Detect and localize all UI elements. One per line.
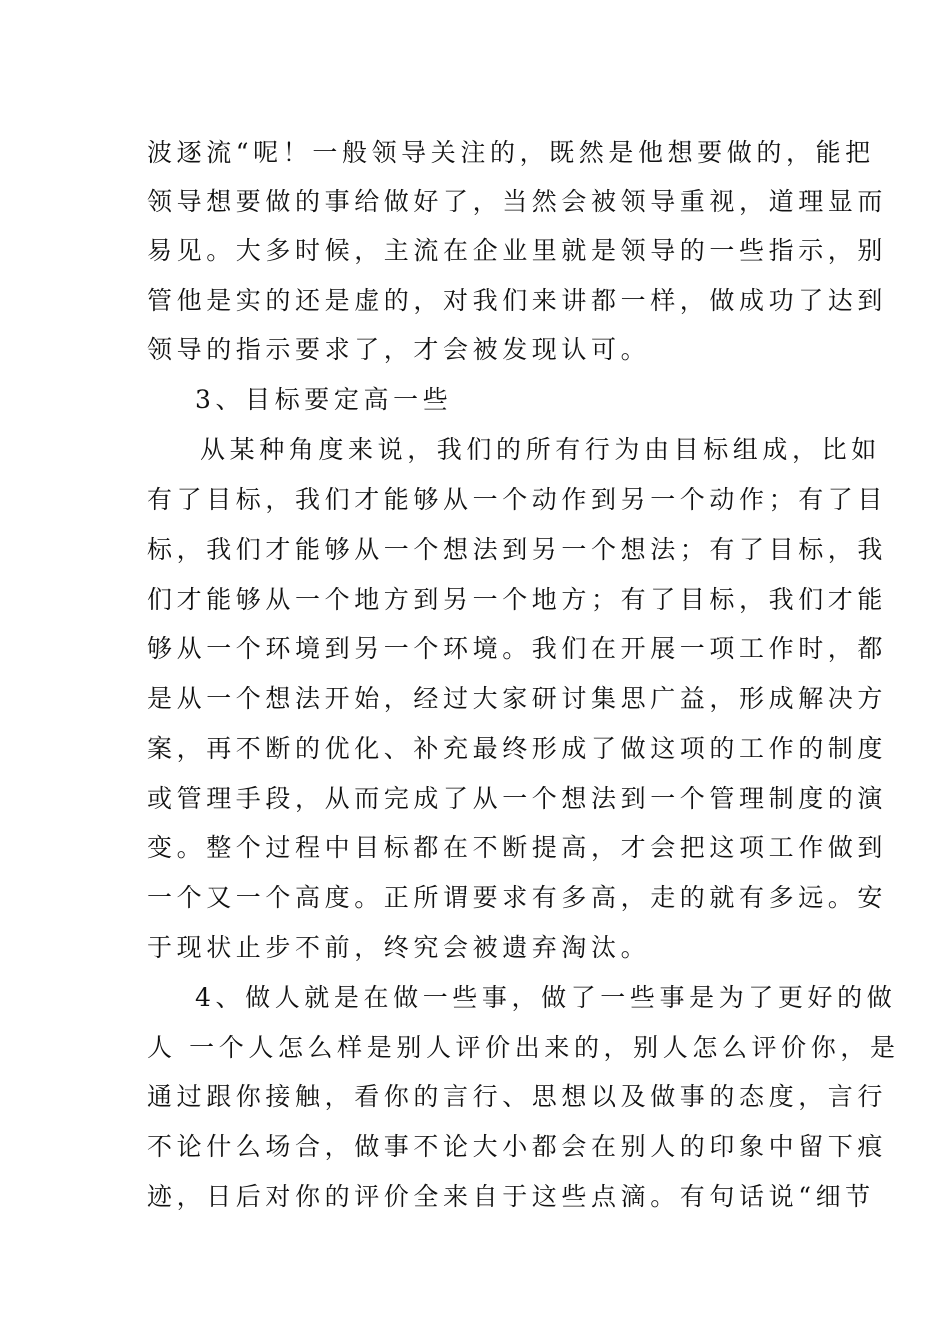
text-line: 易见。大多时候，主流在企业里就是领导的一些指示，别: [147, 236, 888, 265]
text-line: 够从一个环境到另一个环境。我们在开展一项工作时，都: [147, 634, 888, 663]
text-line: 标，我们才能够从一个想法到另一个想法；有了目标，我: [147, 535, 888, 564]
section-heading: 4、做人就是在做一些事，做了一些事是为了更好的做: [195, 983, 897, 1012]
text-line: 通过跟你接触，看你的言行、思想以及做事的态度，言行: [147, 1082, 888, 1111]
text-line: 迹，日后对你的评价全来自于这些点滴。有句话说“细节: [147, 1182, 875, 1211]
section-heading: 3、目标要定高一些: [195, 385, 453, 414]
text-line: 是从一个想法开始，经过大家研讨集思广益，形成解决方: [147, 684, 888, 713]
text-line: 领导的指示要求了，才会被发现认可。: [147, 335, 651, 364]
text-line: 于现状止步不前，终究会被遗弃淘汰。: [147, 933, 651, 962]
text-line: 不论什么场合，做事不论大小都会在别人的印象中留下痕: [147, 1132, 888, 1161]
text-line: 领导想要做的事给做好了，当然会被领导重视，道理显而: [147, 187, 888, 216]
text-line: 一个又一个高度。正所谓要求有多高，走的就有多远。安: [147, 883, 888, 912]
text-line: 变。整个过程中目标都在不断提高，才会把这项工作做到: [147, 833, 888, 862]
text-line: 管他是实的还是虚的，对我们来讲都一样，做成功了达到: [147, 286, 888, 315]
text-line: 波逐流“呢！一般领导关注的，既然是他想要做的，能把: [147, 138, 875, 167]
text-line: 有了目标，我们才能够从一个动作到另一个动作；有了目: [147, 485, 888, 514]
text-line: 从某种角度来说，我们的所有行为由目标组成，比如: [200, 435, 881, 464]
text-line: 案，再不断的优化、补充最终形成了做这项的工作的制度: [147, 734, 888, 763]
text-line: 人 一个人怎么样是别人评价出来的，别人怎么评价你，是: [147, 1033, 900, 1062]
text-line: 们才能够从一个地方到另一个地方；有了目标，我们才能: [147, 585, 888, 614]
text-line: 或管理手段，从而完成了从一个想法到一个管理制度的演: [147, 784, 888, 813]
